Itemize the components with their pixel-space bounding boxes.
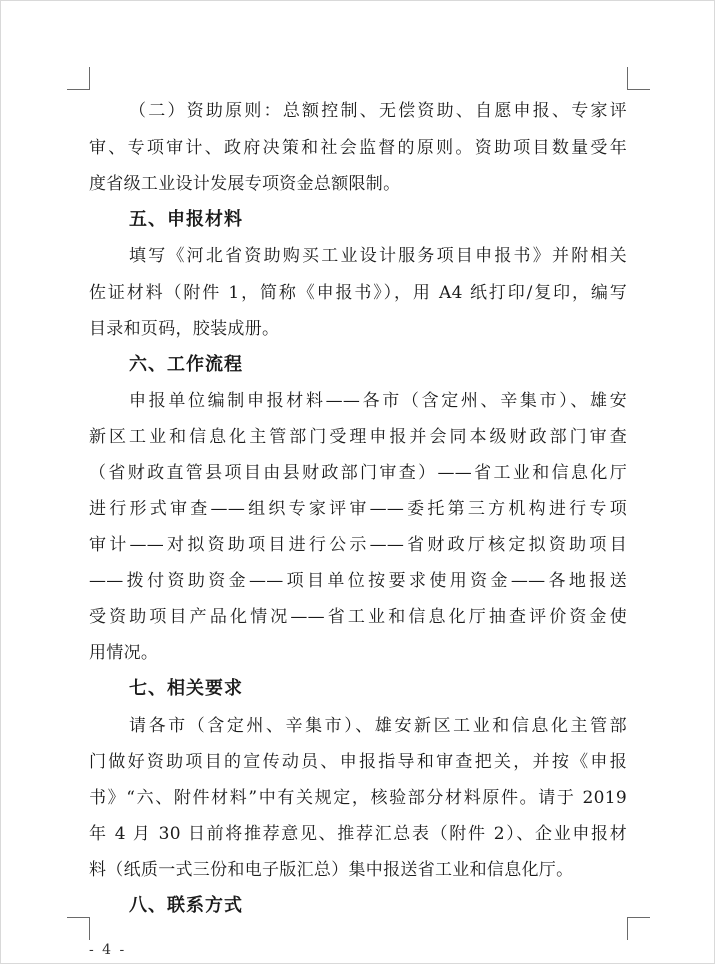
- section-6-line-2: 新区工业和信息化主管部门受理申报并会同本级财政部门审查: [89, 427, 627, 447]
- crop-mark-top-left: [67, 67, 90, 90]
- section-5-line-2: 佐证材料（附件 1，简称《申报书》），用 A4 纸打印/复印，编写: [89, 283, 627, 303]
- section-6-line-6: ——拨付资助资金——项目单位按要求使用资金——各地报送: [89, 571, 627, 591]
- section-7-line-4: 年 4 月 30 日前将推荐意见、推荐汇总表（附件 2）、企业申报材: [89, 824, 627, 844]
- crop-mark-bottom-right: [627, 917, 650, 940]
- page-number: - 4 -: [89, 942, 127, 958]
- section-7-line-2: 门做好资助项目的宣传动员、申报指导和审查把关，并按《申报: [89, 752, 627, 772]
- crop-mark-top-right: [627, 67, 650, 90]
- section-6-line-3: （省财政直管县项目由县财政部门审查）——省工业和信息化厅: [89, 463, 627, 483]
- principles-line-2: 审、专项审计、政府决策和社会监督的原则。资助项目数量受年: [89, 138, 627, 158]
- section-7-line-3: 书》“六、附件材料”中有关规定，核验部分材料原件。请于 2019: [89, 788, 627, 808]
- section-6-line-7: 受资助项目产品化情况——省工业和信息化厅抽查评价资金使: [89, 607, 627, 627]
- principles-line-1: （二）资助原则：总额控制、无偿资助、自愿申报、专家评: [129, 101, 627, 121]
- section-6-line-8: 用情况。: [89, 643, 159, 663]
- section-6-line-4: 进行形式审查——组织专家评审——委托第三方机构进行专项: [89, 499, 627, 519]
- crop-mark-bottom-left: [67, 917, 90, 940]
- section-7-line-1: 请各市（含定州、辛集市）、雄安新区工业和信息化主管部: [129, 716, 627, 736]
- section-5-heading: 五、申报材料: [129, 209, 243, 230]
- principles-line-3: 度省级工业设计发展专项资金总额限制。: [89, 174, 401, 194]
- section-7-line-5: 料（纸质一式三份和电子版汇总）集中报送省工业和信息化厅。: [89, 860, 574, 880]
- section-5-line-1: 填写《河北省资助购买工业设计服务项目申报书》并附相关: [129, 246, 627, 266]
- section-6-heading: 六、工作流程: [129, 354, 243, 375]
- section-8-heading: 八、联系方式: [129, 895, 243, 916]
- section-6-line-1: 申报单位编制申报材料——各市（含定州、辛集市）、雄安: [129, 391, 627, 411]
- section-6-line-5: 审计——对拟资助项目进行公示——省财政厅核定拟资助项目: [89, 535, 627, 555]
- section-7-heading: 七、相关要求: [129, 678, 243, 699]
- section-5-line-3: 目录和页码，胶装成册。: [89, 319, 280, 339]
